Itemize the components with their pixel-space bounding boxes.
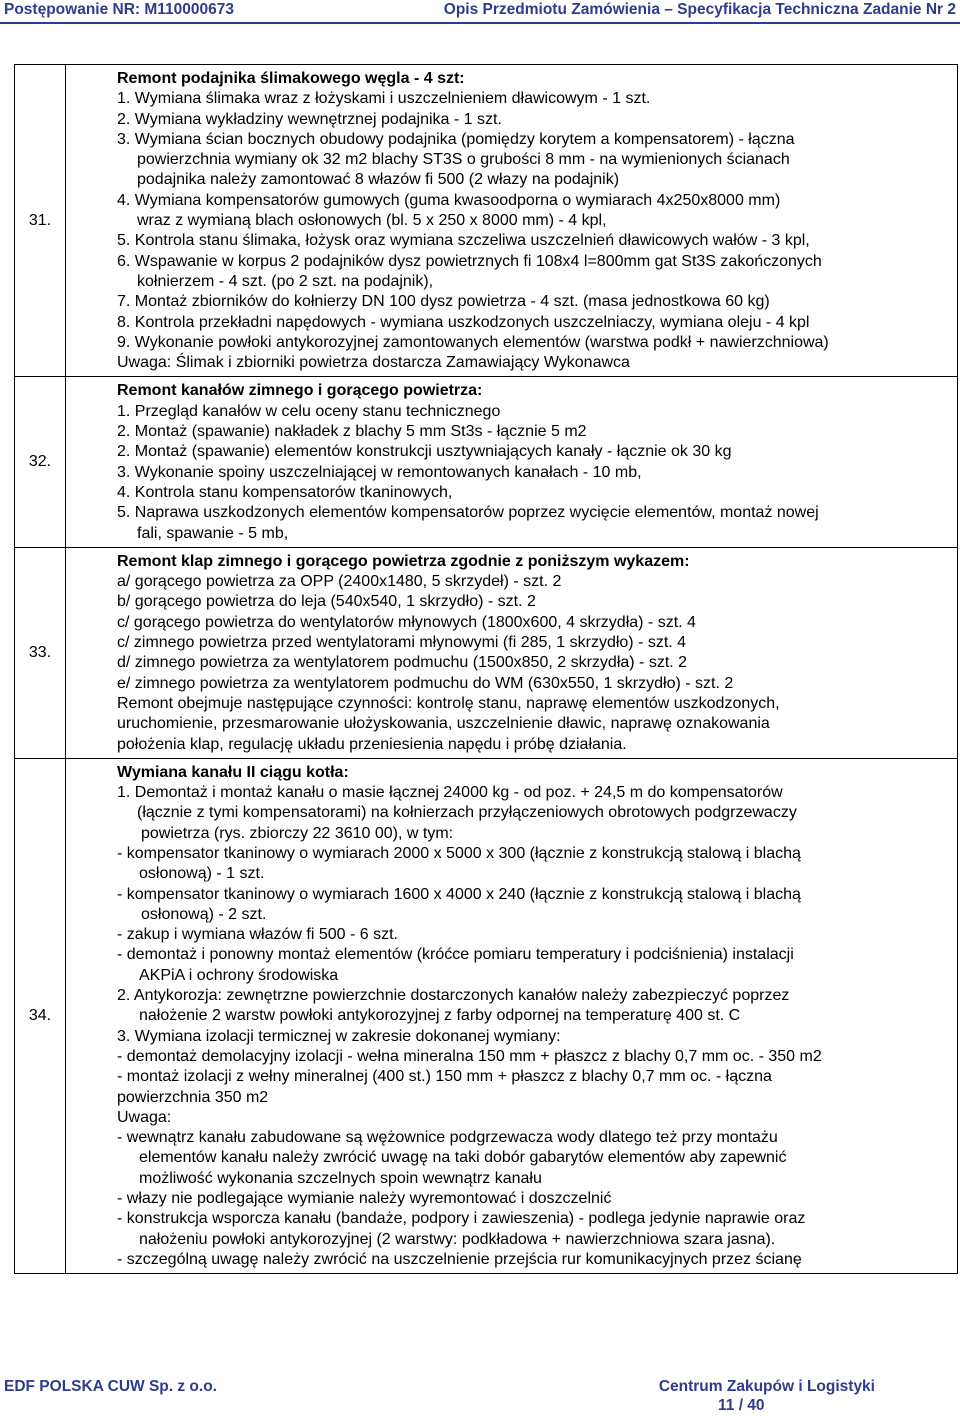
description-line: e/ zimnego powietrza za wentylatorem podmuchu do WM (630x550, 1 skrzydło) - szt. 2 <box>117 674 734 692</box>
description-line: osłonową) - 2 szt. <box>141 905 267 923</box>
description-line: powietrza (rys. zbiorczy 22 3610 00), w tym: <box>141 824 454 842</box>
section-title: Wymiana kanału II ciągu kotła: <box>117 763 349 781</box>
description-line: 8. Kontrola przekładni napędowych - wymiana uszkodzonych uszczelniaczy, wymiana oleju - 4 kpl <box>117 313 810 331</box>
section-title: Remont podajnika ślimakowego węgla - 4 szt: <box>117 70 465 87</box>
description-line: Uwaga: Ślimak i zbiorniki powietrza dostarcza Zamawiający Wykonawca <box>117 354 630 372</box>
row-description <box>66 758 958 1273</box>
description-line: - szczególną uwagę należy zwrócić na uszczelnienie przejścia rur komunikacyjnych przez ścianę <box>117 1250 802 1268</box>
description-line: 2. Wymiana wykładziny wewnętrznej podajnika - 1 szt. <box>117 110 502 128</box>
description-line: 5. Kontrola stanu ślimaka, łożysk oraz wymiana szczeliwa uszczelnień dławicowych wałów - 3 kpl, <box>117 232 810 250</box>
row-number: 34. <box>15 758 66 1273</box>
description-line: położenia klap, regulację układu przeniesienia napędu i próbę działania. <box>117 735 627 753</box>
description-line: kołnierzem - 4 szt. (po 2 szt. na podajnik), <box>137 272 434 290</box>
description-line: możliwość wykonania szczelnych spoin wewnątrz kanału <box>139 1169 542 1187</box>
description-line: 9. Wykonanie powłoki antykorozyjnej zamontowanych elementów (warstwa podkł + nawierzchniowa) <box>117 333 829 351</box>
header-rule <box>0 22 960 24</box>
description-line: - montaż izolacji z wełny mineralnej (400 st.) 150 mm + płaszcz z blachy 0,7 mm oc. - łączna <box>117 1068 772 1086</box>
row-description <box>66 377 958 547</box>
description-line: 2. Antykorozja: zewnętrzne powierzchnie dostarczonych kanałów należy zabezpieczyć poprzez <box>117 987 790 1005</box>
row-number: 31. <box>15 65 66 377</box>
description-line: 3. Wymiana izolacji termicznej w zakresie dokonanej wymiany: <box>117 1027 561 1045</box>
description-line: d/ zimnego powietrza za wentylatorem podmuchu (1500x850, 2 skrzydła) - szt. 2 <box>117 654 688 672</box>
description-line: wraz z wymianą blach osłonowych (bl. 5 x 250 x 8000 mm) - 4 kpl, <box>137 212 607 230</box>
description-line: 7. Montaż zbiorników do kołnierzy DN 100 dysz powietrza - 4 szt. (masa jednostkowa 60 kg) <box>117 293 770 311</box>
description-line: podajnika należy zamontować 8 włazów fi 500 (2 włazy na podajnik) <box>137 171 620 189</box>
description-line: 6. Wspawanie w korpus 2 podajników dysz powietrznych fi 108x4 l=800mm gat St3S zakończonych <box>117 252 822 270</box>
description-line: 1. Demontaż i montaż kanału o masie łącznej 24000 kg - od poz. + 24,5 m do kompensatorów <box>117 784 783 802</box>
description-line: 1. Przegląd kanałów w celu oceny stanu technicznego <box>117 402 501 420</box>
description-line: - kompensator tkaninowy o wymiarach 2000 x 5000 x 300 (łącznie z konstrukcją stalową i blachą <box>117 844 801 862</box>
page-header <box>0 0 960 22</box>
description-line: AKPiA i ochrony środowiska <box>139 966 339 984</box>
description-line: c/ gorącego powietrza do wentylatorów młynowych (1800x600, 4 skrzydła) - szt. 4 <box>117 613 696 631</box>
page-number: 11 / 40 <box>718 1397 765 1414</box>
description-line: powierzchnia 350 m2 <box>117 1088 269 1106</box>
description-line: osłonową) - 1 szt. <box>139 865 265 883</box>
table-row <box>15 547 958 758</box>
footer-department: Centrum Zakupów i Logistyki <box>658 1378 875 1395</box>
description-line: Remont obejmuje następujące czynności: kontrolę stanu, naprawę elementów uszkodzonych, <box>117 694 780 712</box>
description-line: c/ zimnego powietrza przed wentylatorami młynowymi (fi 285, 1 skrzydło) - szt. 4 <box>117 634 687 652</box>
specification-table <box>14 64 958 1274</box>
description-line: powierzchnia wymiany ok 32 m2 blachy ST3S o grubości 8 mm - na wymienionych ścianach <box>137 151 790 169</box>
description-line: elementów kanału należy zwrócić uwagę na taki dobór gabarytów elementów aby zapewnić <box>139 1149 787 1167</box>
description-line: fali, spawanie - 5 mb, <box>137 524 289 542</box>
footer-company: EDF POLSKA CUW Sp. z o.o. <box>4 1378 217 1395</box>
row-description <box>66 547 958 758</box>
description-line: 3. Wymiana ścian bocznych obudowy podajnika (pomiędzy korytem a kompensatorem) - łączna <box>117 130 795 148</box>
description-line: uruchomienie, przesmarowanie ułożyskowania, uszczelnienie dławic, naprawę oznakowania <box>117 715 770 733</box>
description-line: - konstrukcja wsporcza kanału (bandaże, podpory i zawieszenia) - podlega jedynie naprawie oraz <box>117 1210 806 1228</box>
document-title: Opis Przedmiotu Zamówienia – Specyfikacja Techniczna Zadanie Nr 2 <box>443 1 956 18</box>
section-title: Remont kanałów zimnego i gorącego powietrza: <box>117 382 483 400</box>
description-line: 4. Wymiana kompensatorów gumowych (guma kwasoodporna o wymiarach 4x250x8000 mm) <box>117 191 781 209</box>
description-line: nałożeniu powłoki antykorozyjnej (2 warstwy: podkładowa + nawierzchniowa szara jasna). <box>139 1230 776 1248</box>
description-line: - zakup i wymiana włazów fi 500 - 6 szt. <box>117 926 398 944</box>
description-line: (łącznie z tymi kompensatorami) na kołnierzach przyłączeniowych obrotowych podgrzewaczy <box>137 804 797 822</box>
section-title: Remont klap zimnego i gorącego powietrza zgodnie z poniższym wykazem: <box>117 552 690 570</box>
description-line: Uwaga: <box>117 1108 172 1126</box>
description-line: 1. Wymiana ślimaka wraz z łożyskami i uszczelnieniem dławicowym - 1 szt. <box>117 90 651 108</box>
description-line: 3. Wykonanie spoiny uszczelniającej w remontowanych kanałach - 10 mb, <box>117 463 642 481</box>
table-row <box>15 65 958 377</box>
description-line: b/ gorącego powietrza do leja (540x540, 1 skrzydło) - szt. 2 <box>117 593 536 611</box>
description-line: - demontaż i ponowny montaż elementów (króćce pomiaru temperatury i podciśnienia) instalacji <box>117 946 794 964</box>
row-description <box>66 65 958 377</box>
description-line: - demontaż demolacyjny izolacji - wełna mineralna 150 mm + płaszcz z blachy 0,7 mm oc. - 350 m2 <box>117 1047 822 1065</box>
proceeding-number: Postępowanie NR: M110000673 <box>4 1 235 18</box>
table-row <box>15 377 958 547</box>
description-line: - włazy nie podlegające wymianie należy wyremontować i doszczelnić <box>117 1190 612 1208</box>
description-line: - kompensator tkaninowy o wymiarach 1600 x 4000 x 240 (łącznie z konstrukcją stalową i blachą <box>117 885 801 903</box>
description-line: 2. Montaż (spawanie) nakładek z blachy 5 mm St3s - łącznie 5 m2 <box>117 423 587 441</box>
table-row <box>15 758 958 1273</box>
description-line: - wewnątrz kanału zabudowane są wężownice podgrzewacza wody dlatego też przy montażu <box>117 1129 778 1147</box>
description-line: nałożenie 2 warstw powłoki antykorozyjnej z farby odpornej na temperaturę 400 st. C <box>139 1007 741 1025</box>
row-number: 32. <box>15 377 66 547</box>
description-line: 5. Naprawa uszkodzonych elementów kompensatorów poprzez wycięcie elementów, montaż nowej <box>117 504 819 522</box>
row-number: 33. <box>15 547 66 758</box>
description-line: 4. Kontrola stanu kompensatorów tkaninowych, <box>117 483 453 501</box>
description-line: a/ gorącego powietrza za OPP (2400x1480, 5 skrzydeł) - szt. 2 <box>117 573 562 591</box>
specification-table-body <box>15 65 958 1274</box>
description-line: 2. Montaż (spawanie) elementów konstrukcji usztywniających kanały - łącznie ok 30 kg <box>117 443 732 461</box>
